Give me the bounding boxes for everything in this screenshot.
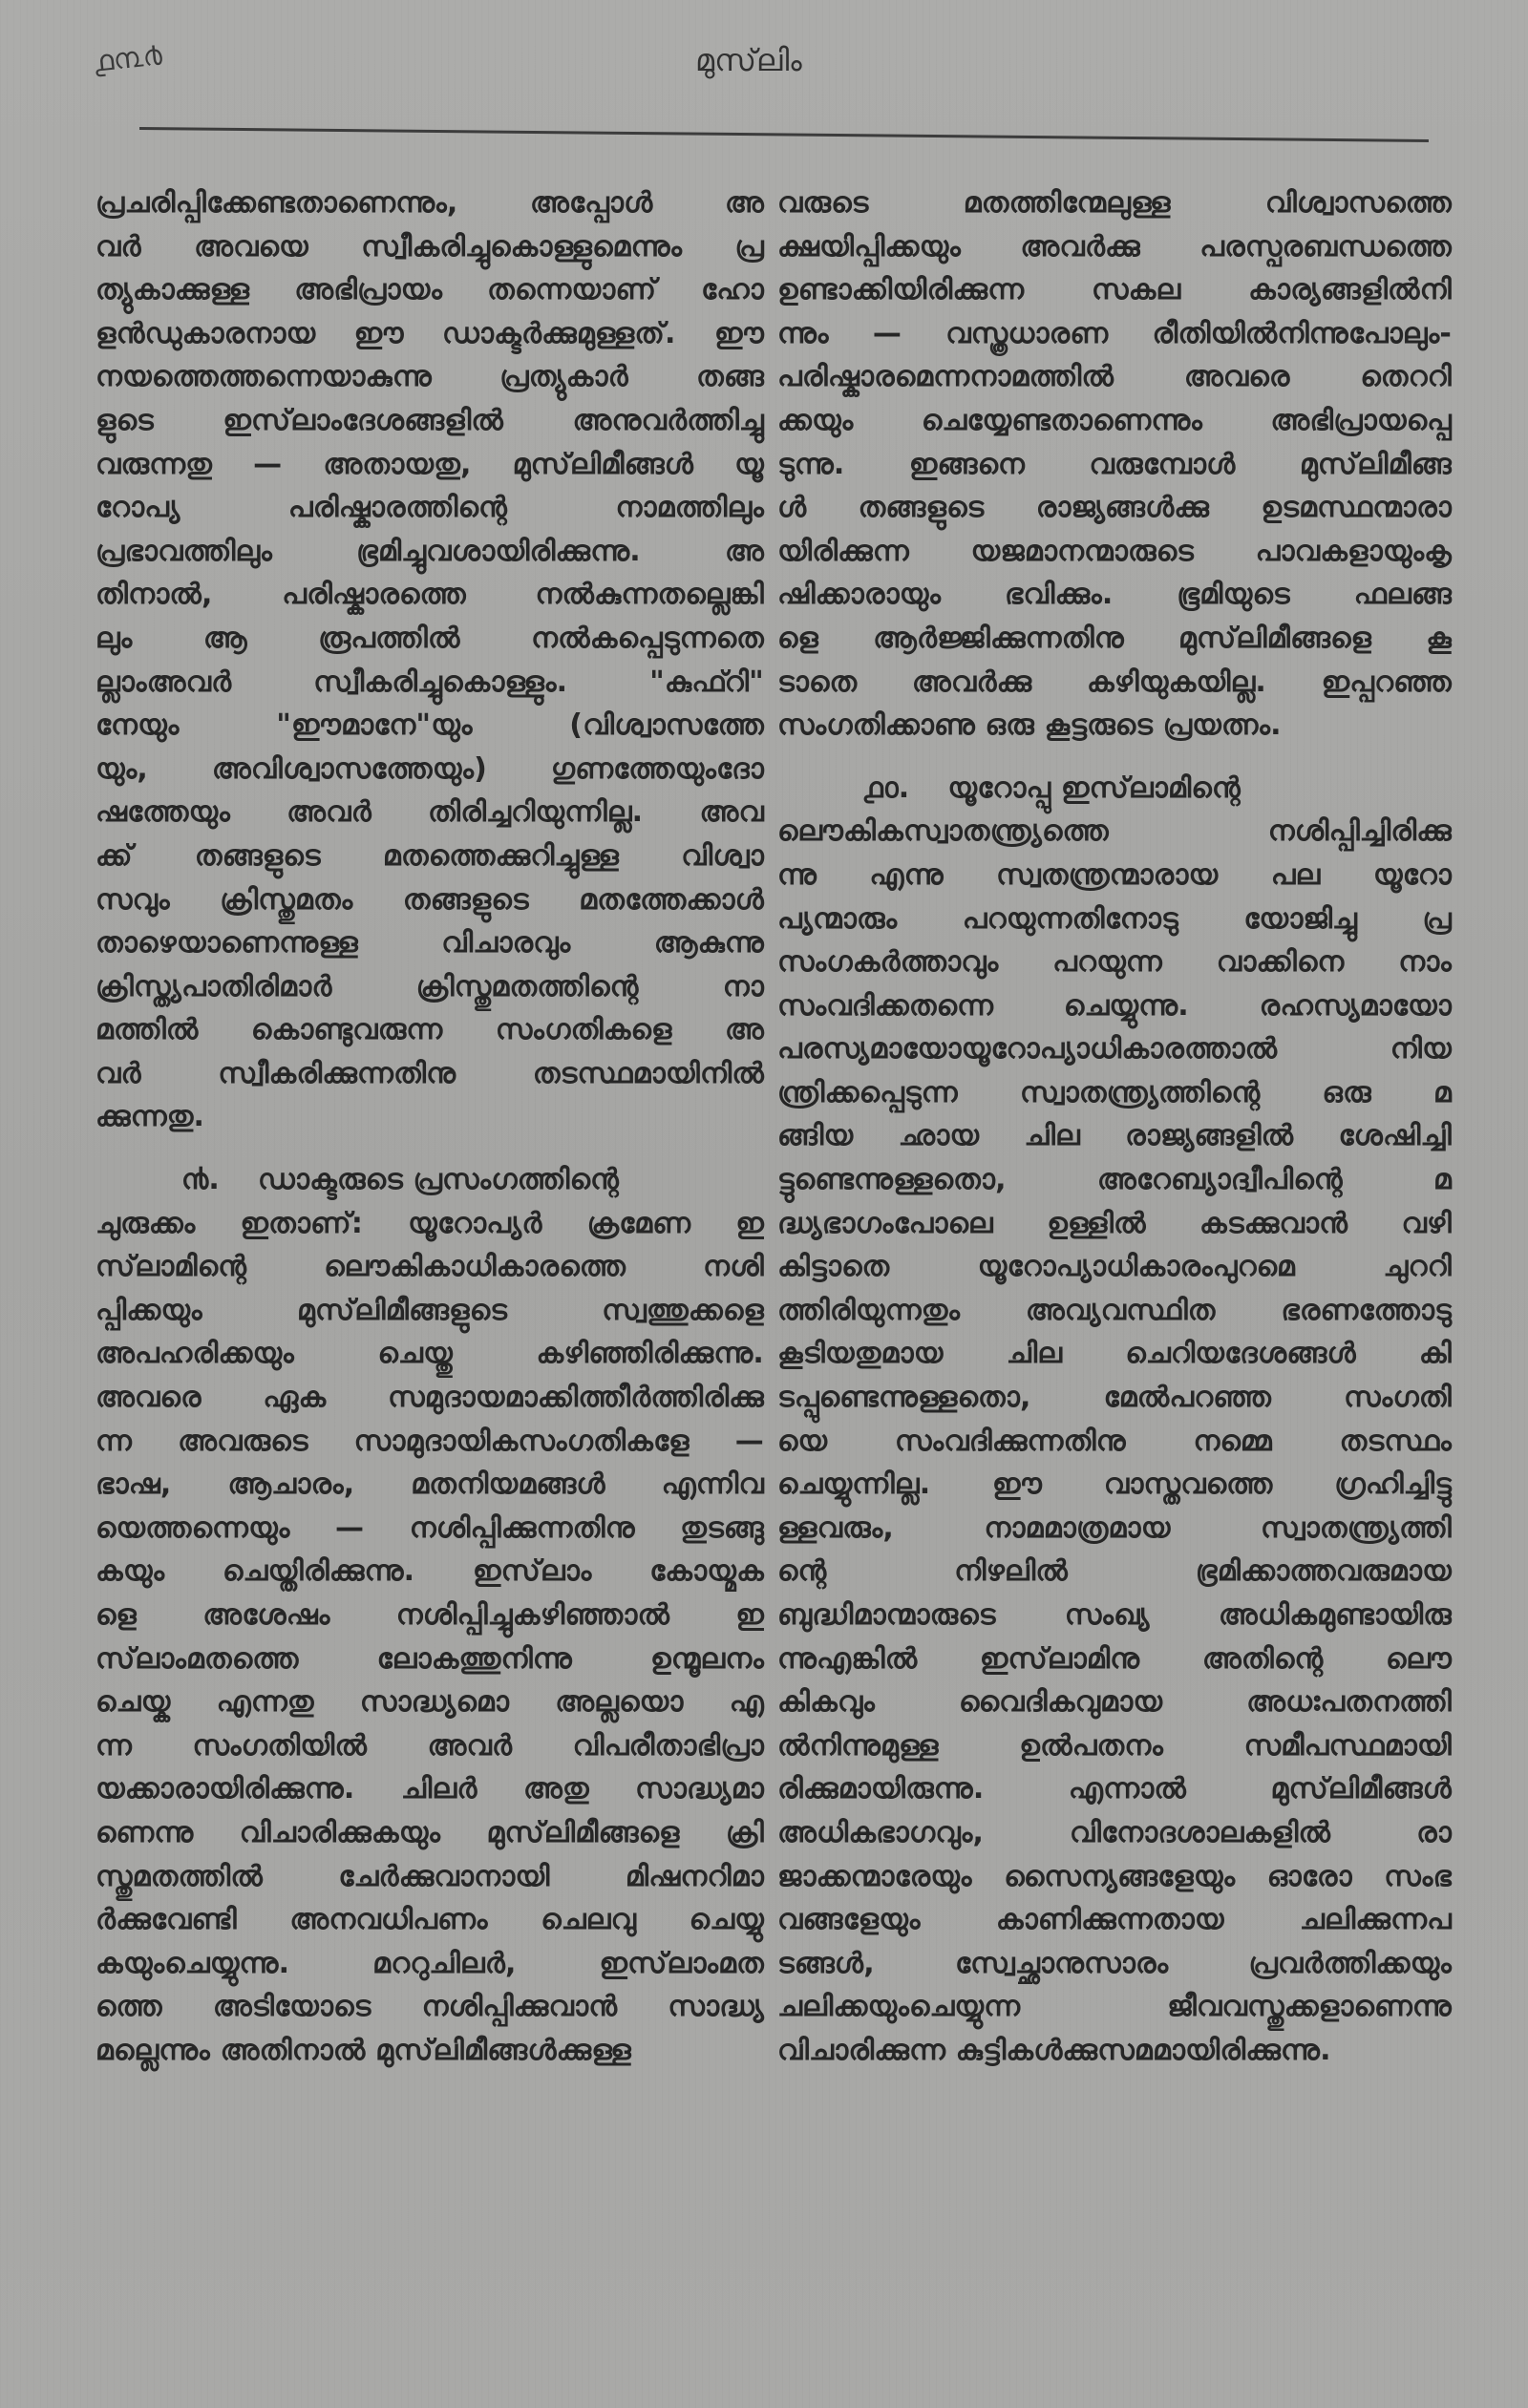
text-line: യും, അവിശ്വാസത്തേയും) ഗുണത്തേയുംദോ [96, 751, 764, 786]
text-line: ക്ക് തങ്ങളുടെ മതത്തെക്കുറിച്ചുള്ള വിശ്വാ [96, 838, 764, 873]
text-line: ന്നു എന്നു സ്വതന്ത്രന്മാരായ പല യൂറോ [777, 857, 1452, 892]
text-line: ചുരുക്കം ഇതാണ്: യൂറോപ്യർ ക്രമേണ ഇ [96, 1206, 764, 1240]
section-first-line [96, 1158, 764, 1202]
text-line: താഴെയാണെന്നുള്ള വിചാരവും ആകുന്നു [96, 926, 764, 961]
text-line: അവരെ ഏക സമുദായമാക്കിത്തീർത്തിരിക്കു [96, 1381, 764, 1415]
text-columns [96, 181, 1452, 2073]
section-first-line [777, 767, 1452, 811]
text-line: യക്കാരായിരിക്കുന്നു. ചിലർ അതു സാദ്ധ്യമാ [96, 1772, 764, 1806]
text-line: ചലിക്കയുംചെയ്യുന്ന ജീവവസ്തുക്കളാണെന്നു [777, 1990, 1452, 2024]
text-line: സംഗകർത്താവും പറയുന്ന വാക്കിനെ നാം [777, 945, 1452, 980]
text-line: ഉണ്ടാക്കിയിരിക്കുന്ന സകല കാര്യങ്ങളിൽനി [777, 273, 1452, 307]
text-line: ഭാഷ, ആചാരം, മതനിയമങ്ങൾ എന്നിവ [96, 1468, 764, 1502]
text-line: സ്തുമതത്തിൽ ചേർക്കുവാനായി മിഷനറിമാ [96, 1859, 764, 1893]
text-line-content: ഡാക്ടരുടെ പ്രസംഗത്തിന്റെ [258, 1163, 620, 1197]
text-line: ണെന്നു വിചാരിക്കുകയും മുസ്‌ലിമീങ്ങളെ ക്രി [96, 1815, 764, 1849]
section-number: ൧൦. [863, 771, 910, 805]
text-line: ളൻഡുകാരനായ ഈ ഡാക്ടർക്കുമുള്ളത്. ഈ [96, 316, 764, 350]
text-line: നയത്തെത്തന്നെയാകുന്നു പ്രത്യുകാർ തങ്ങ [96, 360, 764, 394]
text-line: പ്യന്മാരും പറയുന്നതിനോടു യോജിച്ചു പ്ര [777, 901, 1452, 936]
text-line: സ്‌ലാമിന്റെ ലൌകികാധികാരത്തെ നശി [96, 1250, 764, 1284]
text-line: യിരിക്കുന്ന യജമാനന്മാരുടെ പാവകളായുംകൃ [777, 534, 1452, 568]
text-line: ജാക്കന്മാരേയും സൈന്യങ്ങളേയും ഓരോ സംഭ [777, 1859, 1452, 1893]
text-line: സംവദിക്കതന്നെ ചെയ്യുന്നു. രഹസ്യമായോ [777, 988, 1452, 1023]
text-line: ത്തെ അടിയോടെ നശിപ്പിക്കുവാൻ സാദ്ധ്യ [96, 1990, 764, 2024]
text-line: കികവും വൈദികവുമായ അധഃപതനത്തി [777, 1685, 1452, 1720]
text-line: ടുന്നു. ഇങ്ങനെ വരുമ്പോൾ മുസ്‌ലിമീങ്ങ [777, 447, 1452, 481]
text-line: റോപ്യ പരിഷ്കാരത്തിന്റെ നാമത്തിലും [96, 491, 764, 525]
page-header [0, 0, 1528, 153]
text-line: ൾ തങ്ങളുടെ രാജ്യങ്ങൾക്കു ഉടമസ്ഥന്മാരാ [777, 491, 1452, 525]
text-line: ന്നും — വസ്ത്രധാരണ രീതിയിൽനിന്നുപോലും- [777, 316, 1452, 350]
text-line: വങ്ങളേയും കാണിക്കുന്നതായ ചലിക്കുന്നപ [777, 1903, 1452, 1937]
text-line-content: യൂറോപ്പു ഇസ്‌ലാമിന്റെ [947, 771, 1241, 805]
text-line: ന്നുഎങ്കിൽ ഇസ്‌ലാമിനു അതിന്റെ ലൌ [777, 1641, 1452, 1676]
text-line: ഷത്തേയും അവർ തിരിച്ചറിയുന്നില്ല. അവ [96, 795, 764, 830]
text-line: യെത്തന്നെയും — നശിപ്പിക്കുന്നതിനു തുടങ്ങു [96, 1510, 764, 1545]
text-line: പ്രഭാവത്തിലും ഭ്രമിച്ചുവശായിരിക്കുന്നു. അ [96, 534, 764, 568]
paragraph-gap [96, 1139, 764, 1158]
text-line: ബുദ്ധിമാന്മാരുടെ സംഖ്യ അധികമുണ്ടായിരു [777, 1598, 1452, 1632]
section-number: ൯. [181, 1163, 221, 1197]
text-line: ക്ഷയിപ്പിക്കയും അവർക്കു പരസ്പരബന്ധത്തെ [777, 229, 1452, 264]
text-line: പ്രചരിപ്പിക്കേണ്ടതാണെന്നും, അപ്പോൾ അ [96, 186, 764, 220]
header-rule [139, 127, 1429, 142]
text-line: പരിഷ്കാരമെന്നനാമത്തിൽ അവരെ തെററി [777, 360, 1452, 394]
text-line: ന്ത്രിക്കപ്പെടുന്ന സ്വാതന്ത്ര്യത്തിന്റെ ഒരു മ [777, 1075, 1452, 1109]
text-line: വിചാരിക്കുന്ന കുട്ടികൾക്കുസമമായിരിക്കുന്നു. [777, 2033, 1331, 2067]
page-number: ൧൩൪ [92, 38, 164, 79]
text-line: ത്തിരിയുന്നതും അവ്യവസ്ഥിത ഭരണത്തോടു [777, 1293, 1452, 1327]
text-line: സ്‌ലാംമതത്തെ ലോകത്തുനിന്നു ഉന്മൂലനം [96, 1641, 764, 1676]
text-line: യെ സംവദിക്കുന്നതിനു നമ്മെ തടസ്ഥം [777, 1424, 1452, 1458]
text-line: കയുംചെയ്യുന്നു. മററുചിലർ, ഇസ്‌ലാംമത [96, 1946, 764, 1980]
left-column [96, 181, 764, 2073]
text-line: മല്ലെന്നും അതിനാൽ മുസ്‌ലിമീങ്ങൾക്കുള്ള [96, 2033, 631, 2067]
text-line: ള്ളവരും, നാമമാത്രമായ സ്വാതന്ത്ര്യത്തി [777, 1510, 1452, 1545]
text-line: ന്റെ നിഴലിൽ ഭ്രമിക്കാത്തവരുമായ [777, 1554, 1452, 1589]
text-line: പരസ്യമായോയൂറോപ്യാധികാരത്താൽ നിയ [777, 1032, 1452, 1067]
text-line: ദ്ധ്യഭാഗംപോലെ ഉള്ളിൽ കടക്കുവാൻ വഴി [777, 1206, 1452, 1240]
text-line: ടങ്ങൾ, സ്വേച്ഛാനുസാരം പ്രവർത്തിക്കയും [777, 1946, 1452, 1980]
text-line: നേയും "ഈമാനേ"യും (വിശ്വാസത്തേ [96, 708, 764, 743]
text-line: കൂടിയതുമായ ചില ചെറിയദേശങ്ങൾ കി [777, 1337, 1452, 1371]
running-title: മുസ്‌ലിം [695, 42, 802, 78]
text-line: ന്ന അവരുടെ സാമുദായികസംഗതികളേ — [96, 1424, 764, 1458]
text-line: ലും ആ രൂപത്തിൽ നൽകപ്പെടുന്നതെ [96, 621, 764, 655]
text-line: ളെ ആർജ്ജിക്കുന്നതിനു മുസ്‌ലിമീങ്ങളെ കൂ [777, 621, 1452, 655]
text-line: തിനാൽ, പരിഷ്കാരത്തെ നൽകുന്നതല്ലെങ്കി [96, 578, 764, 612]
text-line: ൽനിന്നുമുള്ള ഉൽപതനം സമീപസ്ഥമായി [777, 1728, 1452, 1763]
paragraph-gap [777, 748, 1452, 767]
text-line: വർ സ്വീകരിക്കുന്നതിനു തടസ്ഥമായിനിൽ [96, 1056, 764, 1090]
text-line: ങ്ങിയ ഛായ ചില രാജ്യങ്ങളിൽ ശേഷിച്ചി [777, 1119, 1452, 1153]
text-line: ഷിക്കാരായും ഭവിക്കും. ഭൂമിയുടെ ഫലങ്ങ [777, 578, 1452, 612]
text-line: വർ അവയെ സ്വീകരിച്ചുകൊള്ളുമെന്നും പ്ര [96, 229, 764, 264]
text-line: ർക്കുവേണ്ടി അനവധിപണം ചെലവു ചെയ്യു [96, 1903, 764, 1937]
text-line: ടാതെ അവർക്കു കഴിയുകയില്ല. ഇപ്പറഞ്ഞ [777, 665, 1452, 699]
text-line: ന്ന സംഗതിയിൽ അവർ വിപരീതാഭിപ്രാ [96, 1728, 764, 1763]
text-line: സവും ക്രിസ്തുമതം തങ്ങളുടെ മതത്തേക്കാൾ [96, 882, 764, 917]
text-line: അപഹരിക്കയും ചെയ്തു കഴിഞ്ഞിരിക്കുന്നു. [96, 1337, 764, 1371]
text-line: പ്പിക്കയും മുസ്‌ലിമീങ്ങളുടെ സ്വത്തുക്കളെ [96, 1293, 764, 1327]
text-line: ളെ അശേഷം നശിപ്പിച്ചുകഴിഞ്ഞാൽ ഇ [96, 1598, 764, 1632]
text-line: ക്കുന്നതു. [96, 1100, 205, 1134]
right-column [764, 181, 1452, 2073]
text-line: ടപ്പുണ്ടെന്നുള്ളതൊ, മേൽപറഞ്ഞ സംഗതി [777, 1381, 1452, 1415]
text-line: ക്കയും ചെയ്യേണ്ടതാണെന്നും അഭിപ്രായപ്പെ [777, 403, 1452, 437]
text-line: ക്രിസ്ത്യപാതിരിമാർ ക്രിസ്തുമതത്തിന്റെ നാ [96, 969, 764, 1003]
text-line: കിട്ടാതെ യൂറോപ്യാധികാരംപുറമെ ചുററി [777, 1250, 1452, 1284]
text-line: രിക്കുമായിരുന്നു. എന്നാൽ മുസ്‌ലിമീങ്ങൾ [777, 1772, 1452, 1806]
text-line: മത്തിൽ കൊണ്ടുവരുന്ന സംഗതികളെ അ [96, 1013, 764, 1047]
text-line: ട്ടുണ്ടെന്നുള്ളതൊ, അറേബ്യാദ്വീപിന്റെ മ [777, 1163, 1452, 1197]
text-line: ചെയ്ക എന്നതു സാദ്ധ്യമൊ അല്ലയൊ എ [96, 1685, 764, 1720]
text-line: ചെയ്യുന്നില്ല. ഈ വാസ്തവത്തെ ഗ്രഹിച്ചിട്ടു [777, 1468, 1452, 1502]
text-line: സംഗതിക്കാണു ഒരു കൂട്ടരുടെ പ്രയത്നം. [777, 708, 1282, 743]
text-line: ത്യുകാക്കുള്ള അഭിപ്രായം തന്നെയാണ് ഹോ [96, 273, 764, 307]
text-line: കയും ചെയ്തിരിക്കുന്നു. ഇസ്‌ലാം കോയ്മക [96, 1554, 764, 1589]
text-line: അധികഭാഗവും, വിനോദശാലകളിൽ രാ [777, 1815, 1452, 1849]
text-line: ളുടെ ഇസ്‌ലാംദേശങ്ങളിൽ അനുവർത്തിച്ചു [96, 403, 764, 437]
text-line: വരുന്നതു — അതായതു, മുസ്‌ലിമീങ്ങൾ യൂ [96, 447, 764, 481]
text-line: വരുടെ മതത്തിന്മേലുള്ള വിശ്വാസത്തെ [777, 186, 1452, 220]
text-line: ല്ലാംഅവർ സ്വീകരിച്ചുകൊള്ളും. "കുഫ്റി" [96, 665, 764, 699]
text-line: ലൌകികസ്വാതന്ത്ര്യത്തെ നശിപ്പിച്ചിരിക്കു [777, 814, 1452, 849]
